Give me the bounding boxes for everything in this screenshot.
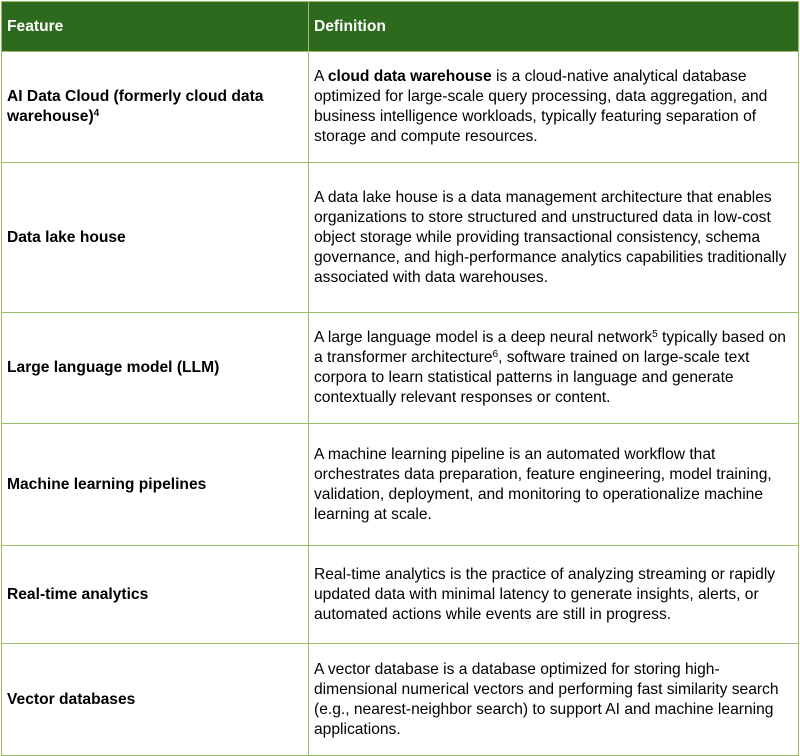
table-row xyxy=(2,644,799,756)
table-row xyxy=(2,52,799,163)
table-row xyxy=(2,546,799,644)
definition-text: A xyxy=(314,68,328,85)
feature-cell: Real-time analytics xyxy=(2,546,309,644)
definition-bold-term: cloud data warehouse xyxy=(327,68,492,85)
table-row xyxy=(2,424,799,546)
definition-text: is a cloud-native analytical database optimized for large-scale query processing, data aggregation, and business intelligence workloads, typically featuring separation of storage and compute resources. xyxy=(314,68,768,145)
feature-cell: Vector databases xyxy=(2,644,309,756)
footnote-marker: 5 xyxy=(652,328,658,340)
feature-cell xyxy=(2,52,309,163)
table-row xyxy=(2,313,799,424)
footnote-marker: 4 xyxy=(93,107,100,119)
feature-column-header: Feature xyxy=(2,2,309,52)
table-row xyxy=(2,163,799,313)
table-header-row xyxy=(2,2,799,52)
definition-text: typically based on a transformer architecture xyxy=(314,329,786,366)
definition-column-header: Definition xyxy=(309,2,799,52)
definition-cell: A vector database is a database optimized for storing high-dimensional numerical vectors and performing fast similarity search (e.g., nearest-neighbor search) to support AI and machine learning applications. xyxy=(309,644,799,756)
footnote-marker: 6 xyxy=(492,348,499,360)
definition-cell xyxy=(309,52,799,163)
definition-cell: A machine learning pipeline is an automated workflow that orchestrates data preparation, feature engineering, model training, validation, deployment, and monitoring to operationalize machine learning at scale. xyxy=(309,424,799,546)
feature-cell: Large language model (LLM) xyxy=(2,313,309,424)
definition-text: , software trained on large-scale text corpora to learn statistical patterns in language and generate contextually relevant responses or content. xyxy=(314,349,750,406)
definition-cell xyxy=(309,313,799,424)
feature-term: AI Data Cloud (formerly cloud data warehouse) xyxy=(7,88,264,125)
feature-definition-table xyxy=(1,1,799,756)
definition-cell: A data lake house is a data management architecture that enables organizations to store structured and unstructured data in low-cost object storage while providing transactional consistency, schema governance, and high-performance analytics capabilities traditionally associated with data warehouses. xyxy=(309,163,799,313)
definition-cell: Real-time analytics is the practice of analyzing streaming or rapidly updated data with minimal latency to generate insights, alerts, or automated actions while events are still in progress. xyxy=(309,546,799,644)
feature-cell: Machine learning pipelines xyxy=(2,424,309,546)
definition-text: A large language model is a deep neural network xyxy=(314,329,653,346)
feature-cell: Data lake house xyxy=(2,163,309,313)
